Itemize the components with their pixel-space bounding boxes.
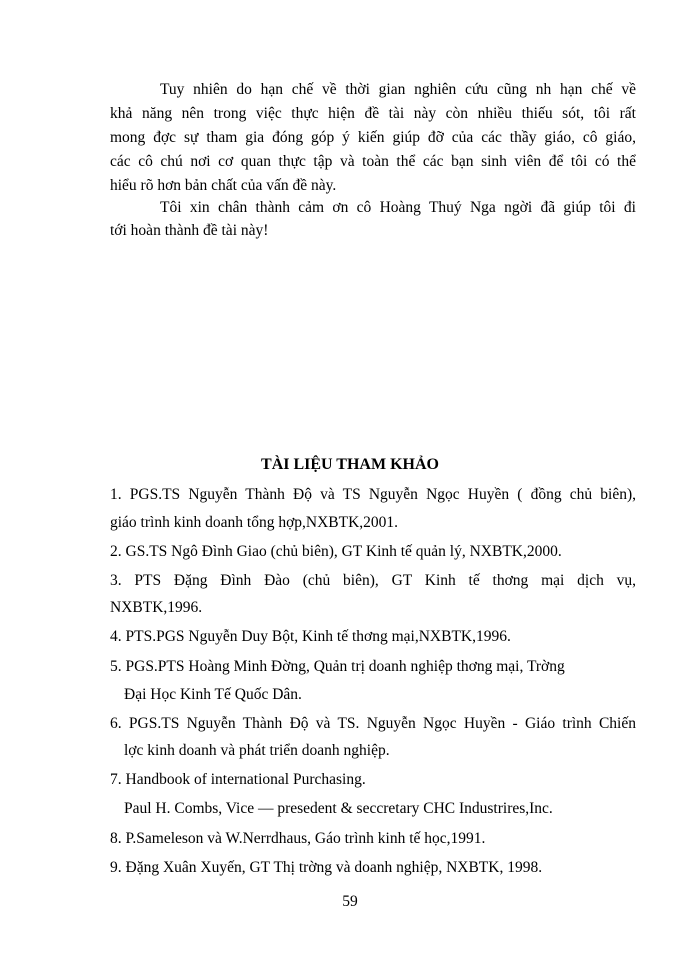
paragraph-1-line: khả năng nên trong việc thực hiện đề tài này còn nhiều thiếu sót, tôi rất [110,105,636,122]
reference-item-6-cont: lợc kinh doanh và phát triển doanh nghiệp. [124,742,390,759]
reference-item-5: 5. PGS.PTS Hoàng Minh Đờng, Quản trị doanh nghiệp thơng mại, Trờng [110,658,565,675]
reference-item-1: 1. PGS.TS Nguyễn Thành Độ và TS Nguyễn Ngọc Huyền ( đồng chủ biên), [110,486,636,503]
reference-item-5-cont: Đại Học Kinh Tế Quốc Dân. [124,686,302,703]
reference-item-9: 9. Đặng Xuân Xuyến, GT Thị trờng và doanh nghiệp, NXBTK, 1998. [110,859,543,876]
page-number: 59 [342,893,358,910]
paragraph-1-line: hiểu rõ hơn bản chất của vấn đề này. [110,177,337,194]
references-heading: TÀI LIỆU THAM KHẢO [261,456,439,473]
reference-item-3: 3. PTS Đặng Đình Đào (chủ biên), GT Kinh tế thơng mại dịch vụ, [110,572,636,589]
reference-item-1-cont: giáo trình kinh doanh tổng hợp,NXBTK,2001. [110,514,399,531]
reference-item-3-cont: NXBTK,1996. [110,599,203,616]
paragraph-1-line: Tuy nhiên do hạn chế về thời gian nghiên cứu cũng nh hạn chế về [160,81,636,98]
reference-item-7-cont: Paul H. Combs, Vice — presedent & seccretary CHC Industrires,Inc. [124,800,553,817]
paragraph-1-line: mong đợc sự tham gia đóng góp ý kiến giúp đỡ của các thầy giáo, cô giáo, [110,129,636,146]
reference-item-2: 2. GS.TS Ngô Đình Giao (chủ biên), GT Kinh tế quản lý, NXBTK,2000. [110,543,562,560]
reference-item-4: 4. PTS.PGS Nguyễn Duy Bột, Kinh tế thơng mại,NXBTK,1996. [110,628,511,645]
reference-item-8: 8. P.Sameleson và W.Nerrdhaus, Gáo trình kinh tế học,1991. [110,830,486,847]
paragraph-2-line: Tôi xin chân thành cảm ơn cô Hoàng Thuý Nga ngời đã giúp tôi đi [160,199,636,216]
reference-item-6: 6. PGS.TS Nguyễn Thành Độ và TS. Nguyễn Ngọc Huyền - Giáo trình Chiến [110,715,636,732]
paragraph-2-line: tới hoàn thành đề tài này! [110,222,269,239]
paragraph-1-line: các cô chú nơi cơ quan thực tập và toàn thể các bạn sinh viên để tôi có thể [110,153,636,170]
reference-item-7: 7. Handbook of international Purchasing. [110,771,366,788]
